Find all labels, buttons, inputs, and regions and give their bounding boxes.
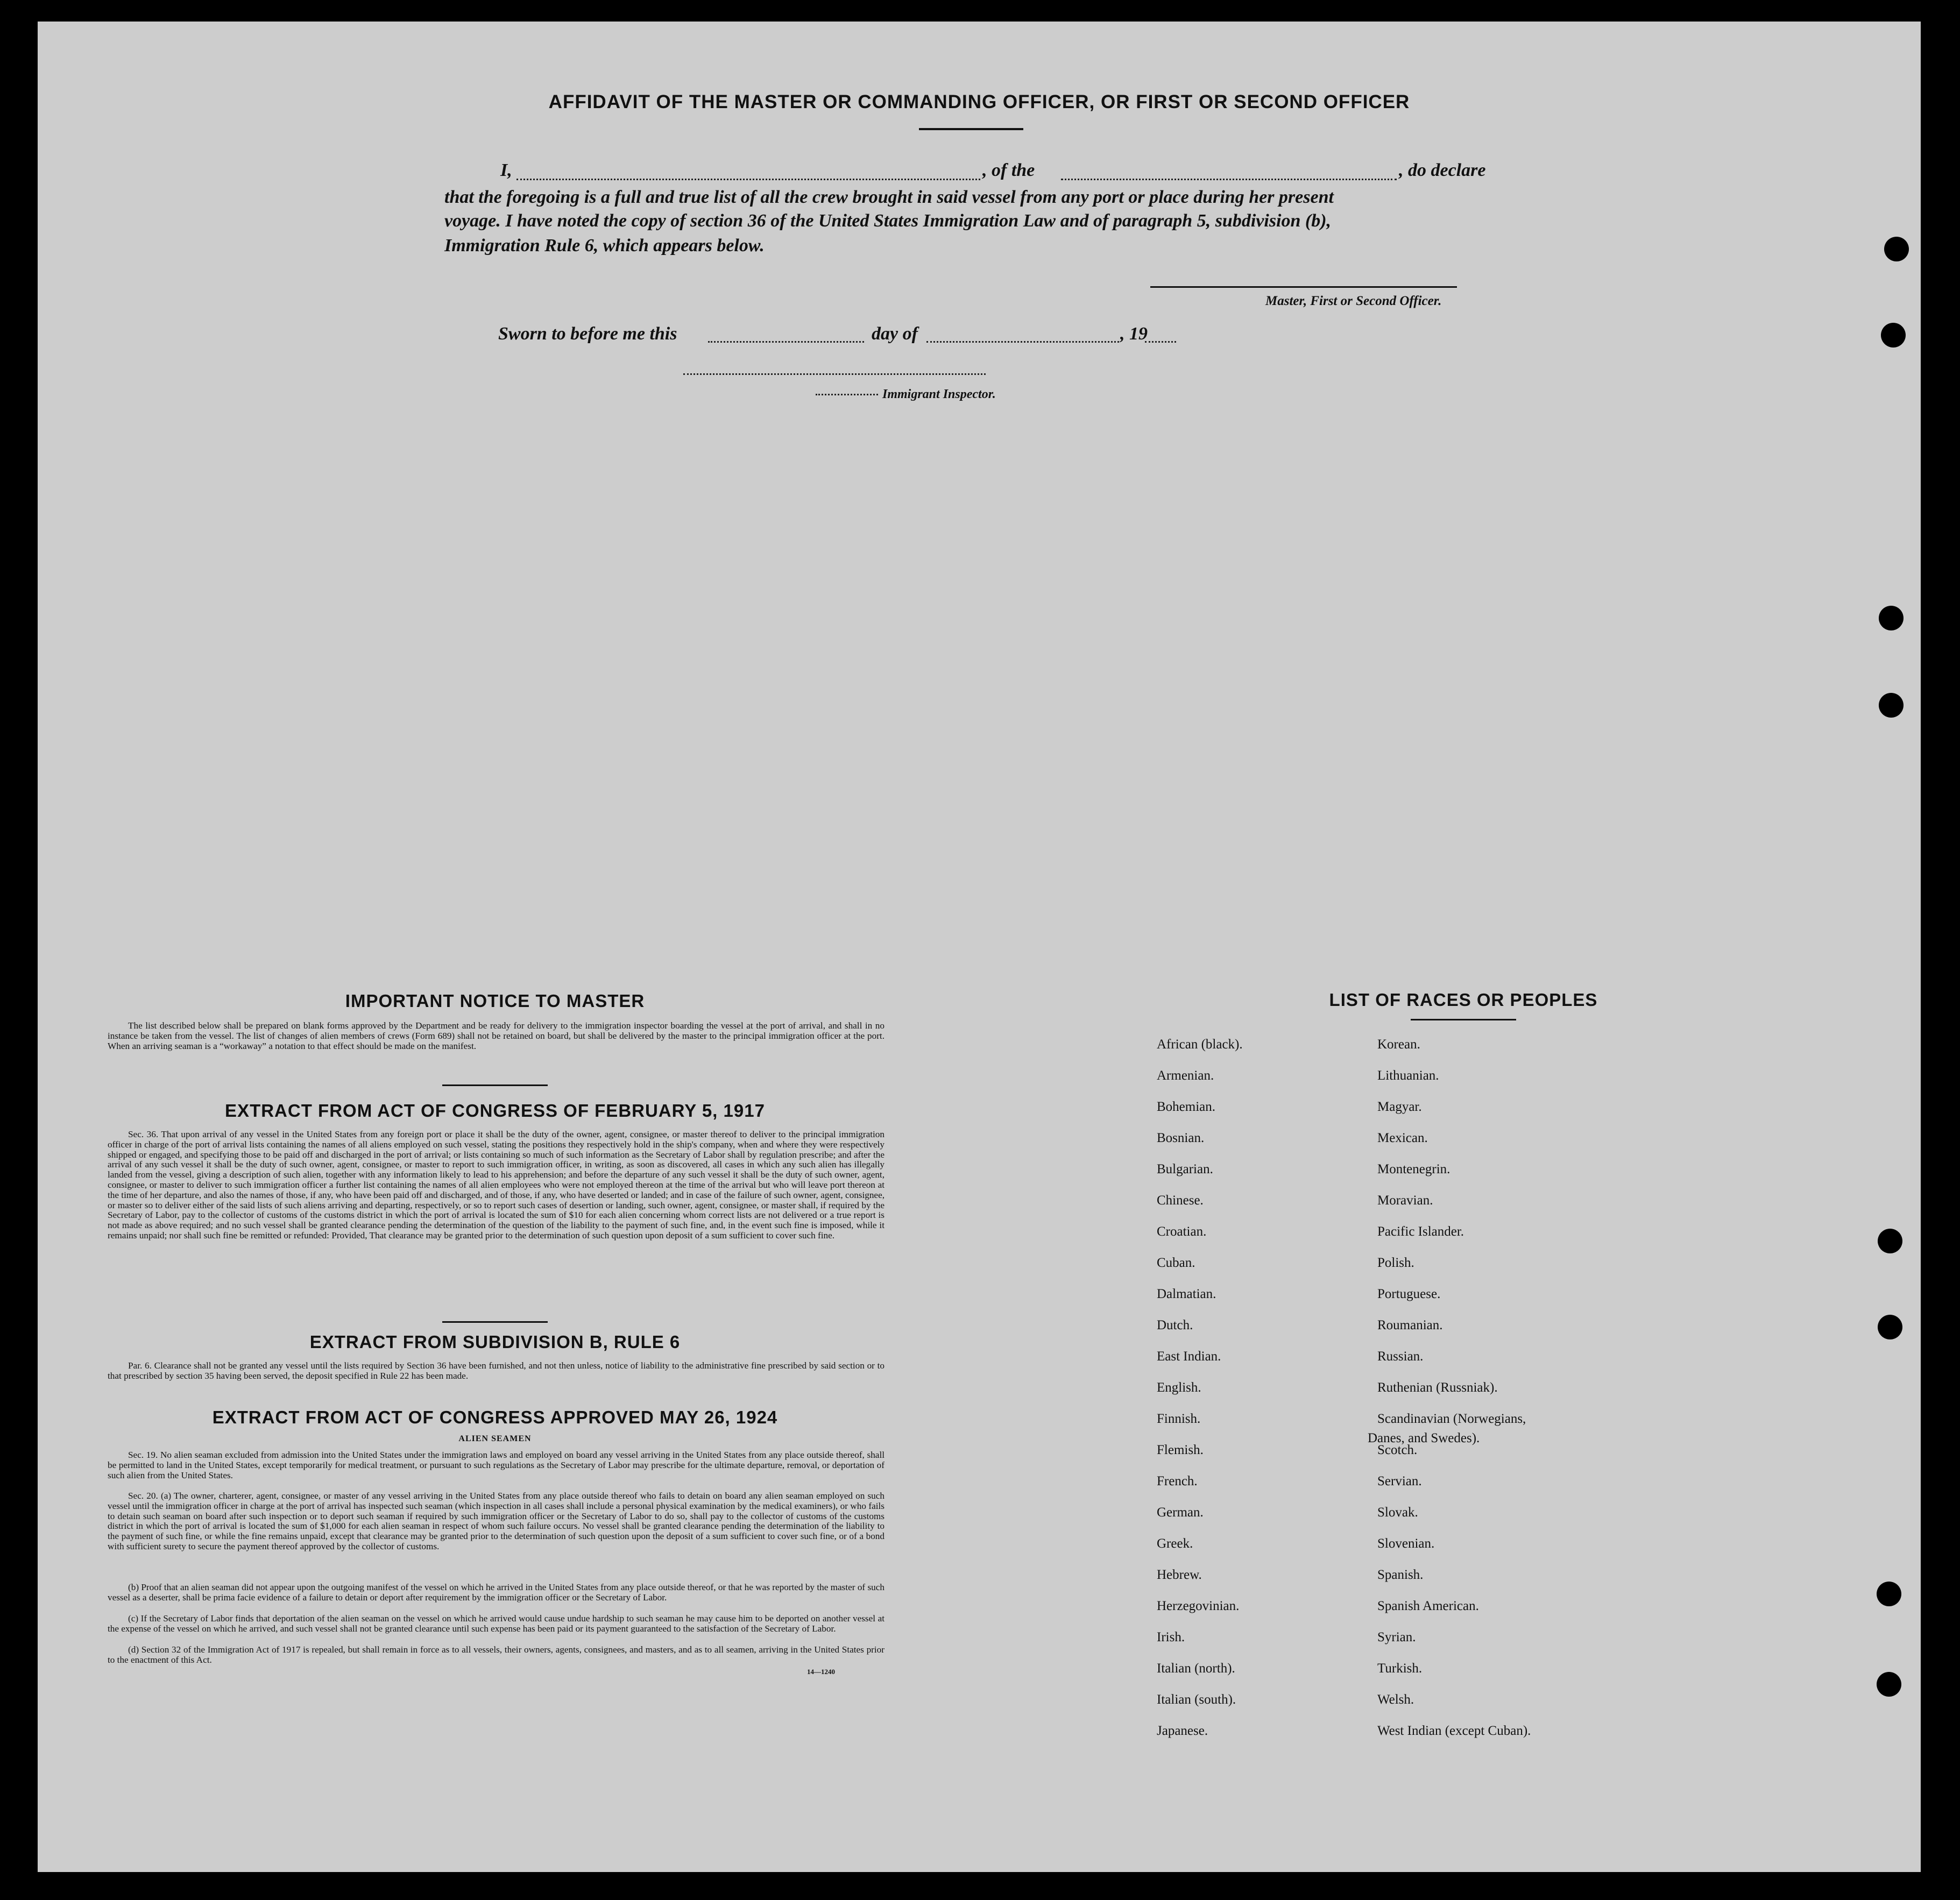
title-underline <box>919 128 1023 130</box>
race-item: Servian. <box>1377 1474 1422 1488</box>
race-item: Italian (north). <box>1157 1661 1235 1676</box>
race-item: Irish. <box>1157 1630 1185 1644</box>
race-item: Chinese. <box>1157 1193 1204 1208</box>
notice-divider <box>442 1084 548 1086</box>
declaration-line-1: that the foregoing is a full and true list of all the crew brought in said vessel from any port or place during her present <box>444 187 1334 207</box>
races-title-underline <box>1411 1019 1516 1020</box>
punch-hole <box>1877 1582 1901 1606</box>
declaration-line-2: voyage. I have noted the copy of section 36 of the United States Immigration Law and of paragraph 5, subdivision (b), <box>444 211 1332 231</box>
year-prefix: , 19 <box>1120 324 1148 344</box>
affiant-i-label: I, <box>500 160 512 180</box>
punch-hole <box>1879 693 1904 718</box>
extract-1924-title: EXTRACT FROM ACT OF CONGRESS APPROVED MAY 26, 1924 <box>212 1407 778 1427</box>
inspector-signature-line[interactable] <box>683 373 986 375</box>
do-declare-label: , do declare <box>1399 160 1486 180</box>
race-item: Herzegovinian. <box>1157 1599 1240 1613</box>
race-item: Cuban. <box>1157 1256 1195 1270</box>
punch-hole <box>1884 237 1909 261</box>
race-item: French. <box>1157 1474 1198 1488</box>
race-item: Montenegrin. <box>1377 1162 1450 1176</box>
race-item: Italian (south). <box>1157 1692 1236 1707</box>
declaration-line-3: Immigration Rule 6, which appears below. <box>444 236 765 256</box>
race-item: Korean. <box>1377 1037 1420 1052</box>
races-title: LIST OF RACES OR PEOPLES <box>1329 990 1598 1010</box>
of-the-label: , of the <box>982 160 1035 180</box>
extract-rule6-text: Par. 6. Clearance shall not be granted any vessel until the lists required by Section 36 have been furnished, and not then unless, notice of liability to the administrative fine prescribed by said section or to that prescribed by section 35 having been served, the deposit specified in Rule 22 has been made. <box>108 1360 885 1381</box>
extract-1917-divider <box>442 1321 548 1323</box>
race-item: Welsh. <box>1377 1692 1414 1707</box>
form-number: 14—1240 <box>807 1668 835 1676</box>
alien-seamen-subtitle: ALIEN SEAMEN <box>458 1434 532 1443</box>
race-item: West Indian (except Cuban). <box>1377 1724 1531 1738</box>
notice-title: IMPORTANT NOTICE TO MASTER <box>345 991 645 1011</box>
day-of-label: day of <box>872 324 918 344</box>
affidavit-title: AFFIDAVIT OF THE MASTER OR COMMANDING OFFICER, OR FIRST OR SECOND OFFICER <box>548 91 1410 112</box>
sec20a-text: Sec. 20. (a) The owner, charterer, agent, consignee, or master of any vessel arriving in the United States from any place outside thereof who fails to detain on board any alien seaman employed on such vessel until the immigration officer in charge at the port of arrival has inspected such seaman (which inspection in all cases shall include a personal physical examination by the medical examiners), or who fails to detain such seaman on board after such inspection or to deport such seaman if required by such immigration officer or the Secretary of Labor to do so, shall pay to the collector of customs of the customs district in which the port of arrival is located the sum of $1,000 for each alien seaman in respect of whom such failure occurs. No vessel shall be granted clearance pending the determination of the liability to the payment of such fine, or while the fine remains unpaid, except that clearance may be granted prior to the determination of such question upon the deposit of a sum sufficient to cover such fine, or of a bond with sufficient surety to secure the payment thereof approved by the collector of customs. <box>108 1491 885 1551</box>
race-item: Mexican. <box>1377 1131 1428 1145</box>
race-item: Roumanian. <box>1377 1318 1443 1332</box>
sworn-label: Sworn to before me this <box>498 324 677 344</box>
race-item: Hebrew. <box>1157 1568 1202 1582</box>
race-item: Slovak. <box>1377 1505 1418 1520</box>
inspector-caption: Immigrant Inspector. <box>882 387 996 401</box>
race-item: Lithuanian. <box>1377 1068 1439 1083</box>
race-item: Pacific Islander. <box>1377 1224 1464 1239</box>
race-item: Slovenian. <box>1377 1536 1435 1551</box>
inspector-signature-line-short <box>816 394 878 395</box>
race-item: Japanese. <box>1157 1724 1208 1738</box>
notice-text: The list described below shall be prepared on blank forms approved by the Department and be ready for delivery to the immigration inspector boarding the vessel at the port of arrival, and shall in no instance be taken from the vessel. The list of changes of alien members of crews (Form 689) shall not be retained on board, but shall be delivered by the master to the principal immigration officer at the port. When an arriving seaman is a “workaway” a notation to that effect should be made on the manifest. <box>108 1020 885 1051</box>
extract-1917-text: Sec. 36. That upon arrival of any vessel in the United States from any foreign port or place it shall be the duty of the owner, agent, consignee, or master thereof to deliver to the principal immigration officer in charge of the port of arrival lists containing the names of all aliens employed on such vessel, stating the positions they respectively hold in the ship's company, when and where they were respectively shipped or engaged, and specifying those to be paid off and discharged in the port of arrival; or lists containing so much of such information as the Secretary of Labor shall by regulation prescribe; and after the arrival of any such vessel it shall be the duty of such owner, agent, consignee, or master to report to such immigration officer, in writing, as soon as discovered, all cases in which any such alien has illegally landed from the vessel, giving a description of such alien, together with any information likely to lead to his apprehension; and before the departure of any such vessel it shall be the duty of such owner, agent, consignee, or master to deliver to such immigration officer a further list containing the names of all alien employees who were not employed thereon at the time of the arrival but who will leave port thereon at the time of her departure, and also the names of those, if any, who have been paid off and discharged, and of those, if any, who have deserted or landed; and in case of the failure of such owner, agent, consignee, or master so to deliver either of the said lists of such aliens arriving and departing, respectively, or so to report such cases of desertion or landing, such owner, agent, consignee, or master shall, if required by the Secretary of Labor, pay to the collector of customs of the customs district in which the port of arrival is located the sum of $10 for each alien concerning whom correct lists are not delivered or a true report is not made as above required; and no such vessel shall be granted clearance pending the determination of the question of the liability to the payment of such fine, and, in the event such fine is imposed, while it remains unpaid; nor shall such fine be remitted or refunded: Provided, That clearance may be granted prior to the determination of such question upon deposit of a sum sufficient to cover such fine. <box>108 1129 885 1240</box>
race-item: Flemish. <box>1157 1443 1204 1457</box>
form-sheet <box>38 22 1921 1872</box>
race-item: Greek. <box>1157 1536 1193 1551</box>
race-item: Ruthenian (Russniak). <box>1377 1380 1498 1395</box>
race-item: Magyar. <box>1377 1100 1422 1114</box>
race-item: Syrian. <box>1377 1630 1416 1644</box>
race-item: Moravian. <box>1377 1193 1433 1208</box>
race-item: Portuguese. <box>1377 1287 1441 1301</box>
race-item: Scandinavian (Norwegians, <box>1377 1412 1526 1426</box>
race-item: Finnish. <box>1157 1412 1201 1426</box>
race-item: Bohemian. <box>1157 1100 1216 1114</box>
race-item: Bulgarian. <box>1157 1162 1213 1176</box>
race-item: Polish. <box>1377 1256 1414 1270</box>
race-item: Bosnian. <box>1157 1131 1205 1145</box>
race-item: Scotch. <box>1377 1443 1418 1457</box>
race-item: African (black). <box>1157 1037 1243 1052</box>
sec20c-text: (c) If the Secretary of Labor finds that deportation of the alien seaman on the vessel on which he arrived would cause undue hardship to such seaman he may cause him to be deported on another vessel at the expense of the vessel on which he arrived, and such vessel shall not be granted clearance until such expense has been paid or its payment guaranteed to the satisfaction of the Secretary of Labor. <box>108 1613 885 1634</box>
punch-hole <box>1878 1315 1902 1339</box>
master-signature-line[interactable] <box>1150 286 1457 288</box>
affiant-name-field[interactable] <box>516 179 980 180</box>
race-item: Croatian. <box>1157 1224 1207 1239</box>
race-item: Russian. <box>1377 1349 1424 1364</box>
race-scandinavian-continued: Danes, and Swedes). <box>1368 1431 1480 1445</box>
extract-1917-title: EXTRACT FROM ACT OF CONGRESS OF FEBRUARY 5, 1917 <box>225 1101 765 1121</box>
race-item: Spanish. <box>1377 1568 1424 1582</box>
punch-hole <box>1877 1672 1901 1697</box>
vessel-name-field[interactable] <box>1061 179 1397 180</box>
race-item: Spanish American. <box>1377 1599 1479 1613</box>
extract-rule6-title: EXTRACT FROM SUBDIVISION B, RULE 6 <box>309 1332 681 1352</box>
punch-hole <box>1878 1229 1902 1253</box>
race-item: Dalmatian. <box>1157 1287 1216 1301</box>
race-item: English. <box>1157 1380 1201 1395</box>
race-item: German. <box>1157 1505 1204 1520</box>
race-item: East Indian. <box>1157 1349 1221 1364</box>
race-item: Dutch. <box>1157 1318 1193 1332</box>
sec19-text: Sec. 19. No alien seaman excluded from admission into the United States under the immigration laws and employed on board any vessel arriving in the United States from any place outside thereof, shall be permitted to land in the United States, except temporarily for medical treatment, or pursuant to such regulations as the Secretary of Labor may prescribe for the ultimate departure, removal, or deportation of such alien from the United States. <box>108 1450 885 1480</box>
punch-hole <box>1881 323 1906 348</box>
race-item: Armenian. <box>1157 1068 1214 1083</box>
sworn-month-field[interactable] <box>926 341 1119 343</box>
punch-hole <box>1879 606 1904 630</box>
race-item: Turkish. <box>1377 1661 1423 1676</box>
sworn-day-field[interactable] <box>708 341 864 343</box>
sec20b-text: (b) Proof that an alien seaman did not appear upon the outgoing manifest of the vessel on which he arrived in the United States from any place outside thereof, or that he was reported by the master of such vessel as a deserter, shall be prima facie evidence of a failure to detain or deport after requirement by the immigration officer or the Secretary of Labor. <box>108 1582 885 1603</box>
master-signature-caption: Master, First or Second Officer. <box>1265 294 1442 308</box>
sec20d-text: (d) Section 32 of the Immigration Act of 1917 is repealed, but shall remain in force as to all vessels, their owners, agents, consignees, and masters, and as to all seamen, arriving in the United States prior to the enactment of this Act. <box>108 1644 885 1665</box>
sworn-year-field[interactable] <box>1145 341 1176 343</box>
